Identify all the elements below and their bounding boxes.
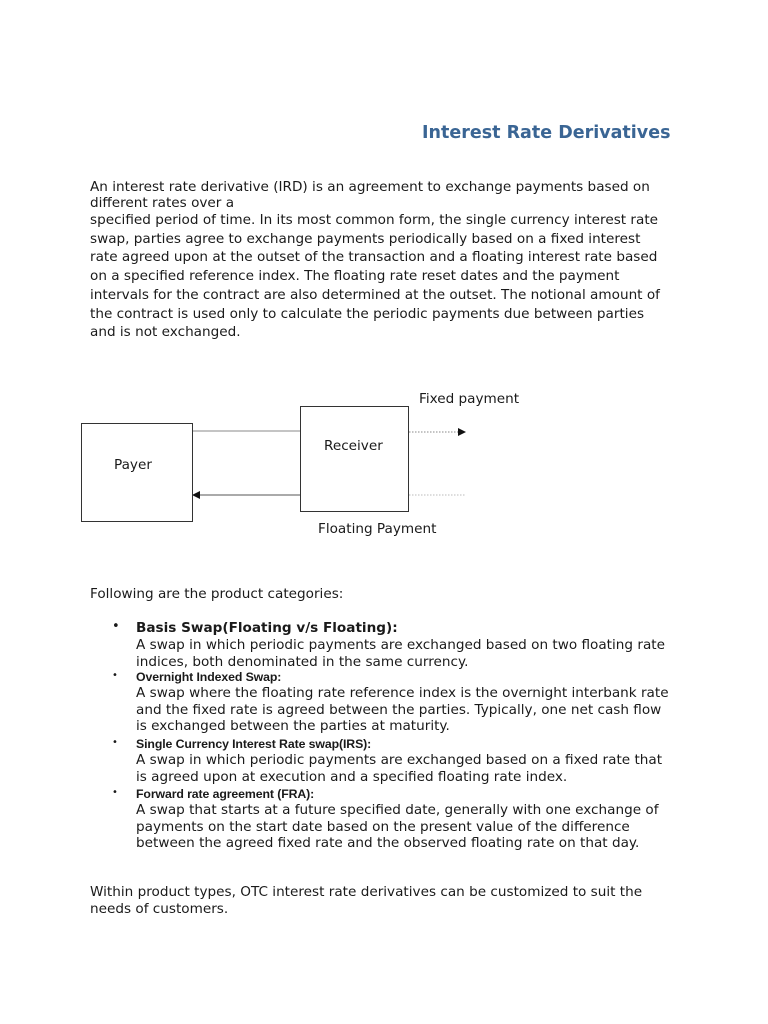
item-description (136, 685, 692, 735)
bullet-icon: • (112, 670, 118, 681)
intro-line: and is not exchanged. (90, 324, 241, 341)
receiver-label: Receiver (324, 438, 383, 454)
list-item (112, 787, 692, 852)
desc-line: payments on the start date based on the present value of the difference (136, 818, 630, 835)
intro-line: An interest rate derivative (IRD) is an agreement to exchange payments based on (90, 179, 650, 195)
intro-line: on a specified reference index. The floating rate reset dates and the payment (90, 268, 620, 285)
receiver-box (300, 406, 409, 512)
list-item (112, 737, 692, 785)
fixed-payment-label: Fixed payment (419, 391, 520, 407)
item-description (136, 802, 692, 852)
item-description (136, 752, 692, 785)
closing-line: needs of customers. (90, 901, 229, 917)
desc-line: between the agreed fixed rate and the observed floating rate on that day. (136, 835, 640, 851)
desc-line: A swap that starts at a future specified date, generally with one exchange of (136, 802, 659, 818)
desc-line: is exchanged between the parties at maturity. (136, 718, 450, 734)
intro-line: the contract is used only to calculate the periodic payments due between parties (90, 305, 645, 322)
desc-line: A swap where the floating rate reference index is the overnight interbank rate (136, 685, 669, 701)
page-title: Interest Rate Derivatives (422, 123, 671, 143)
list-item (112, 619, 692, 670)
intro-line: swap, parties agree to exchange payments periodically based on a fixed interest (90, 230, 641, 247)
floating-payment-arrowhead (192, 491, 200, 499)
categories-intro: Following are the product categories: (90, 586, 344, 602)
closing-line: Within product types, OTC interest rate derivatives can be customized to suit the (90, 884, 643, 900)
intro-line: different rates over a (90, 195, 235, 211)
intro-line: specified period of time. In its most common form, the single currency interest rate (90, 212, 659, 228)
intro-line: rate agreed upon at the outset of the transaction and a floating interest rate based (90, 249, 658, 266)
payer-box (81, 423, 193, 522)
desc-line: A swap in which periodic payments are exchanged based on a fixed rate that (136, 752, 663, 768)
bullet-icon: • (112, 619, 120, 634)
intro-line: intervals for the contract are also determined at the outset. The notional amount of (90, 286, 660, 303)
payer-label: Payer (114, 457, 152, 473)
item-description (136, 637, 692, 670)
item-heading: Forward rate agreement (FRA): (136, 787, 315, 801)
item-heading: Overnight Indexed Swap: (136, 670, 282, 684)
bullet-icon: • (112, 787, 118, 798)
desc-line: indices, both denominated in the same currency. (136, 653, 469, 670)
closing-paragraph (90, 884, 690, 918)
item-heading: Basis Swap(Floating v/s Floating): (136, 620, 398, 636)
fixed-payment-arrowhead (458, 428, 466, 436)
bullet-icon: • (112, 737, 118, 748)
floating-payment-label: Floating Payment (318, 521, 437, 537)
desc-line: is agreed upon at execution and a specified floating rate index. (136, 768, 568, 785)
list-item (112, 670, 692, 735)
desc-line: and the fixed rate is agreed between the parties. Typically, one net cash flow (136, 701, 662, 718)
desc-line: A swap in which periodic payments are exchanged based on two floating rate (136, 637, 665, 653)
item-heading: Single Currency Interest Rate swap(IRS): (136, 737, 372, 751)
